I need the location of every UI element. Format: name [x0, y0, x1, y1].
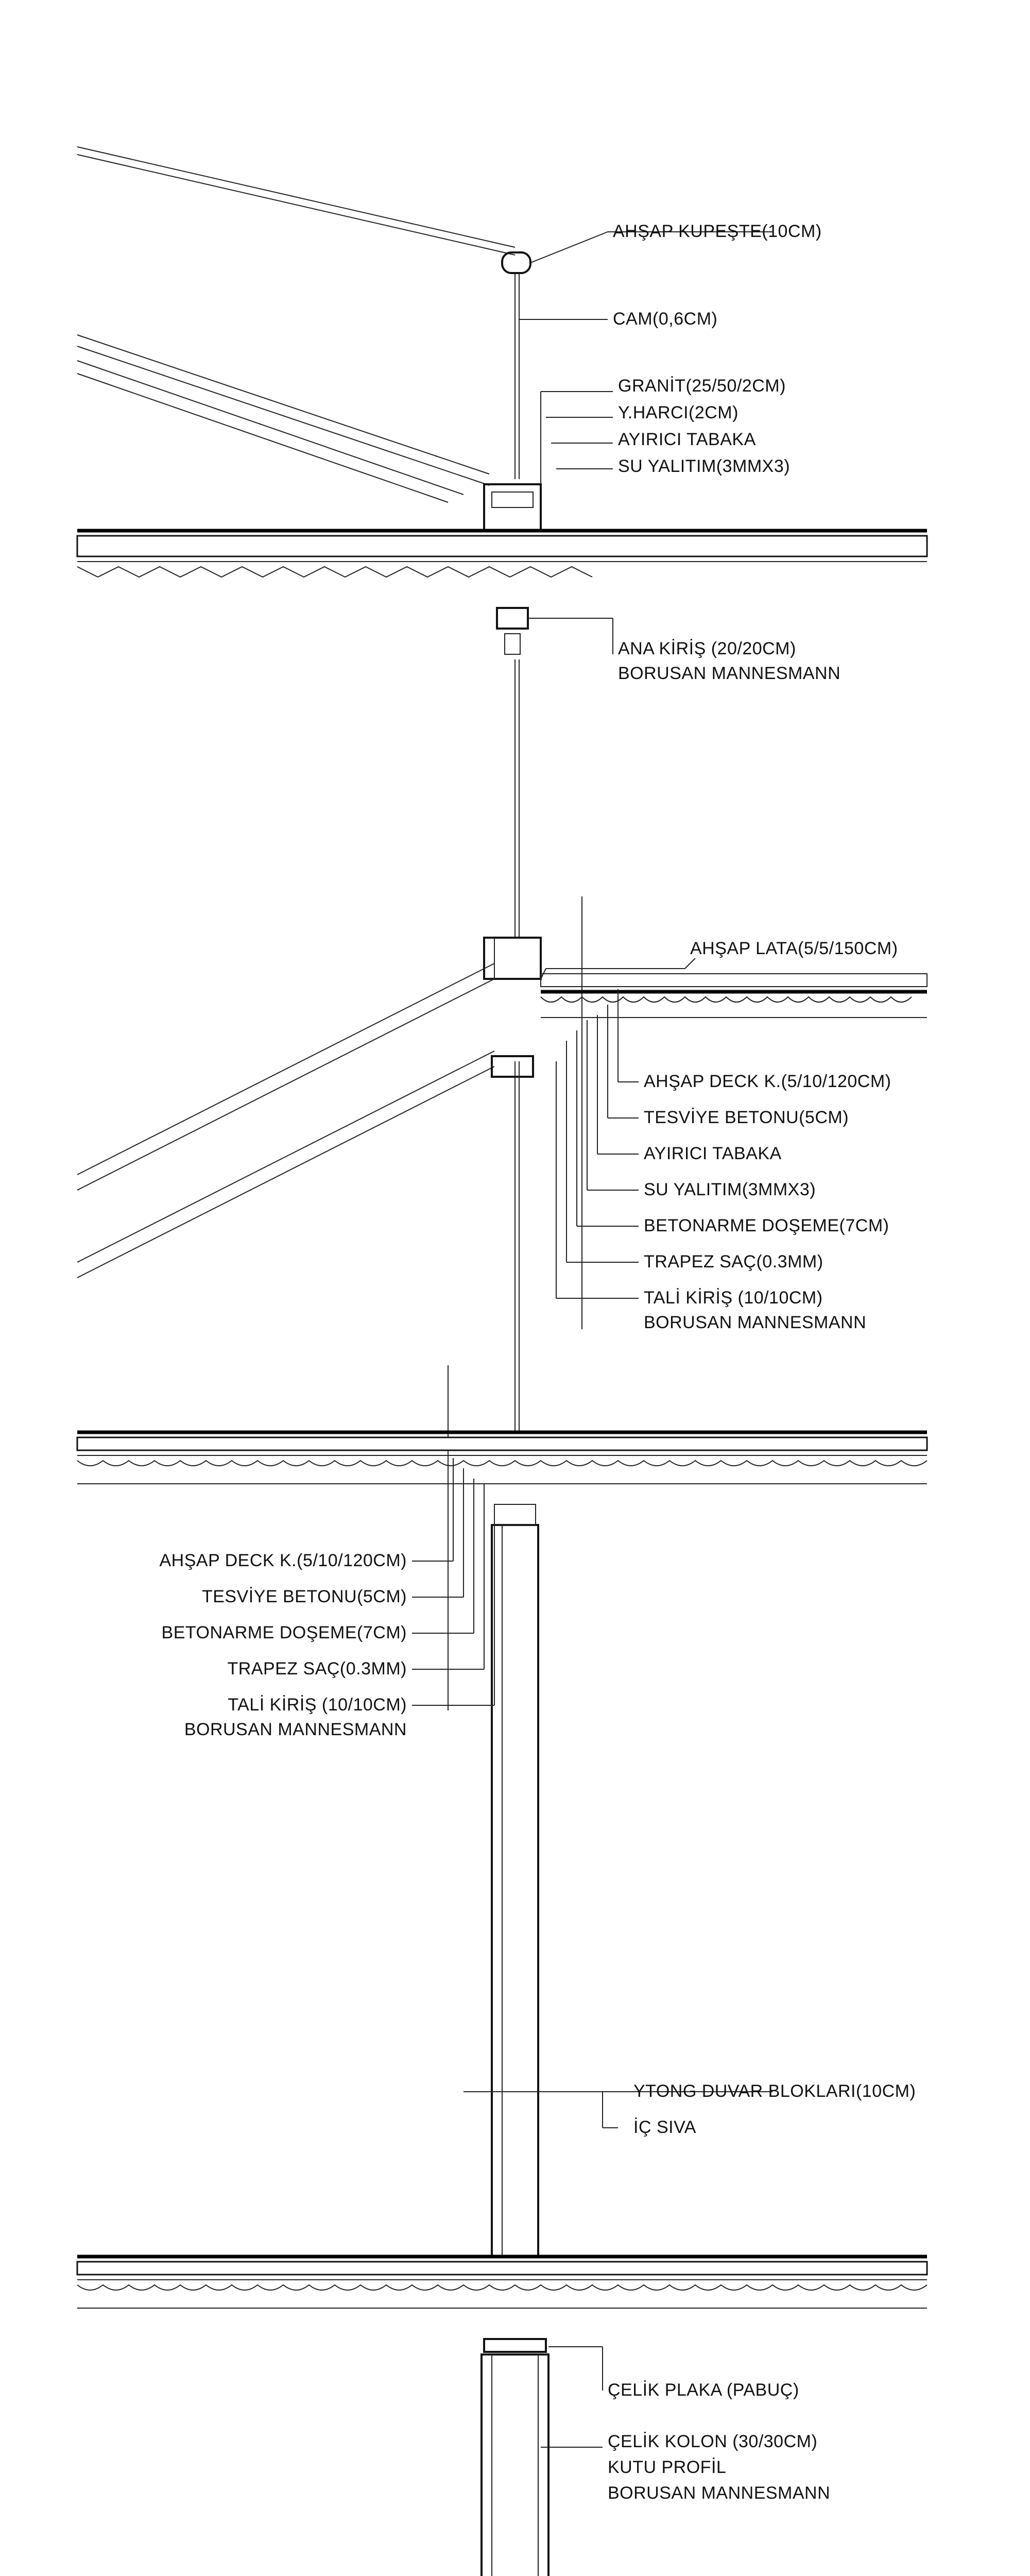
label-tesviye-upper: TESVİYE BETONU(5CM): [644, 1108, 849, 1127]
label-ana-kiris-2: BORUSAN MANNESMANN: [618, 664, 841, 683]
ground-slab: [77, 2257, 927, 2576]
label-ahsap-kupeste: AHŞAP KUPEŞTE(10CM): [613, 222, 822, 241]
label-deck-lower: AHŞAP DECK K.(5/10/120CM): [159, 1551, 407, 1570]
label-ahsap-lata: AHŞAP LATA(5/5/150CM): [690, 939, 898, 958]
label-trapez-lower: TRAPEZ SAÇ(0.3MM): [227, 1659, 407, 1679]
handrail-cap: [502, 252, 530, 273]
label-celik-kolon-3: BORUSAN MANNESMANN: [608, 2483, 831, 2503]
label-tali-upper: TALİ KİRİŞ (10/10CM): [644, 1288, 823, 1308]
ytong-wall: [492, 1525, 538, 2257]
label-su-yalitim-2: SU YALITIM(3MMX3): [644, 1180, 816, 1199]
label-deck-upper: AHŞAP DECK K.(5/10/120CM): [644, 1072, 891, 1091]
label-granit: GRANİT(25/50/2CM): [618, 376, 786, 396]
label-betonarme-upper: BETONARME DOŞEME(7CM): [644, 1216, 889, 1235]
label-tali-lower: TALİ KİRİŞ (10/10CM): [228, 1695, 407, 1715]
label-tesviye-lower: TESVİYE BETONU(5CM): [201, 1587, 407, 1606]
label-trapez-upper: TRAPEZ SAÇ(0.3MM): [644, 1252, 823, 1272]
label-celik-kolon-2: KUTU PROFİL: [608, 2458, 727, 2477]
label-tali-lower-2: BORUSAN MANNESMANN: [184, 1720, 407, 1739]
label-celik-plaka: ÇELİK PLAKA (PABUÇ): [608, 2380, 799, 2400]
label-celik-kolon: ÇELİK KOLON (30/30CM): [608, 2432, 818, 2451]
label-ytong: YTONG DUVAR BLOKLARI(10CM): [633, 2081, 916, 2101]
label-betonarme-lower: BETONARME DOŞEME(7CM): [161, 1623, 407, 1642]
label-tali-upper-2: BORUSAN MANNESMANN: [644, 1313, 867, 1332]
label-ayirici-2: AYIRICI TABAKA: [644, 1144, 782, 1163]
label-y-harci: Y.HARCI(2CM): [618, 403, 739, 422]
label-ayirici-1: AYIRICI TABAKA: [618, 430, 756, 449]
label-cam: CAM(0,6CM): [613, 309, 718, 329]
label-su-yalitim-1: SU YALITIM(3MMX3): [618, 456, 791, 476]
label-ic-siva: İÇ SIVA: [633, 2117, 696, 2137]
steel-plate: [484, 2339, 546, 2352]
label-ana-kiris: ANA KİRİŞ (20/20CM): [618, 639, 796, 658]
